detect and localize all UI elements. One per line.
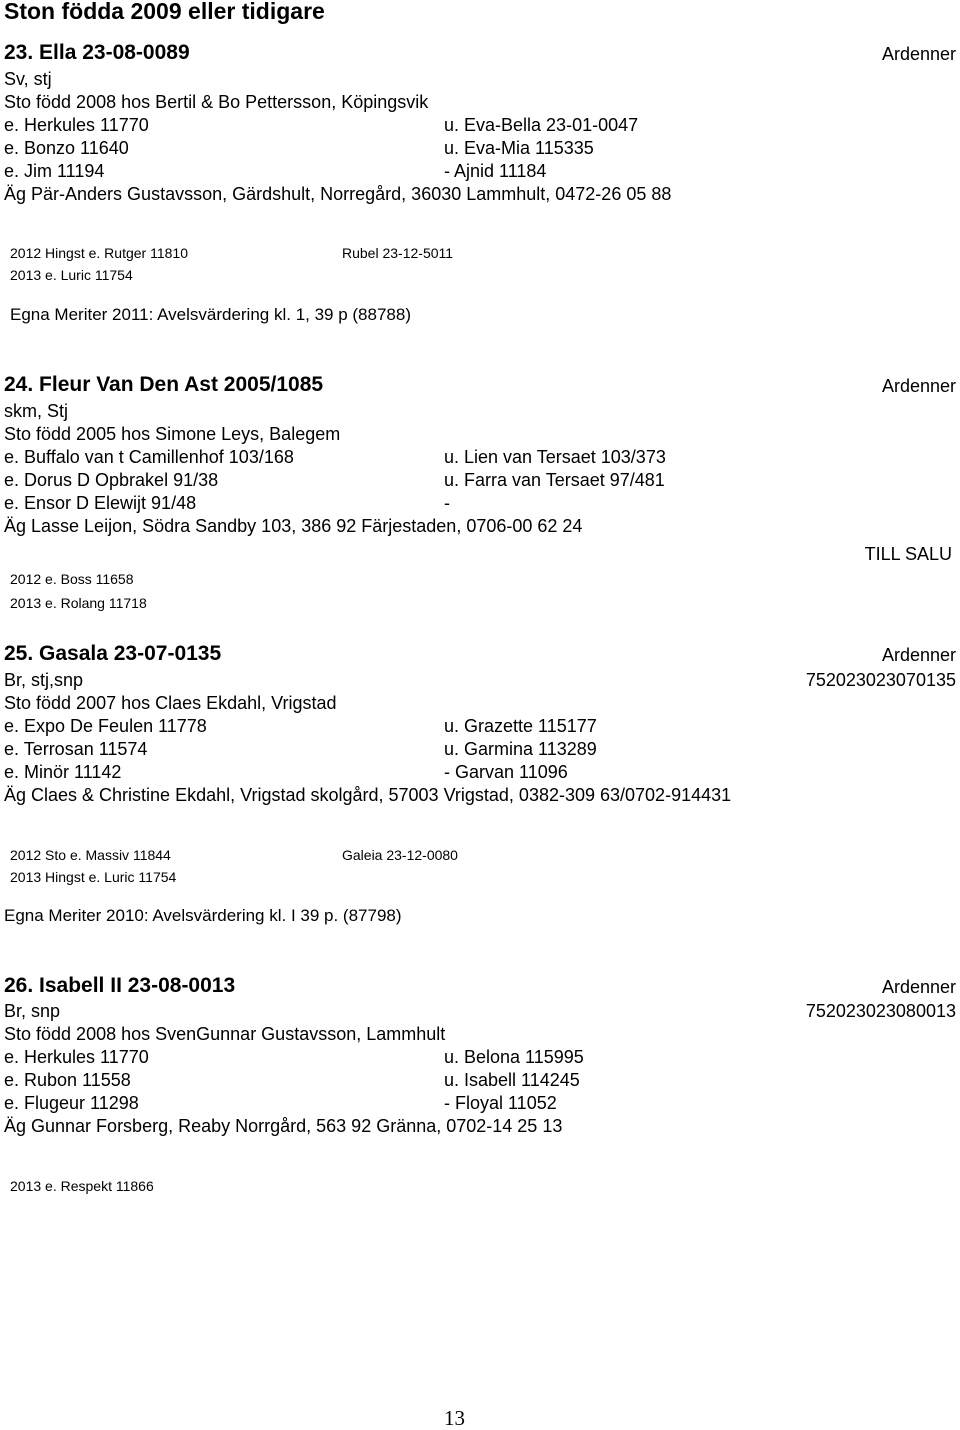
sire-line: e. Expo De Feulen 11778 [4,716,207,736]
sire-line: e. Bonzo 11640 [4,138,129,158]
dam-line: u. Lien van Tersaet 103/373 [444,447,666,467]
color: Br, snp [4,1001,61,1021]
offspring-line: 2013 e. Luric 11754 [10,267,133,283]
id-number: 752023023070135 [805,670,956,690]
for-sale-note: TILL SALU [864,544,952,564]
dam-line: - Ajnid 11184 [444,161,547,181]
sire-line: e. Dorus D Opbrakel 91/38 [4,470,219,490]
dam-line: u. Eva-Bella 23-01-0047 [444,115,639,135]
born-info: Sto född 2005 hos Simone Leys, Balegem [4,424,341,444]
color: skm, Stj [4,401,69,421]
entry-title: 24. Fleur Van Den Ast 2005/1085 [4,373,324,396]
born-info: Sto född 2008 hos SvenGunnar Gustavsson, Lammhult [4,1024,446,1044]
color: Sv, stj [4,69,52,89]
dam-line: u. Eva-Mia 115335 [444,138,594,158]
dam-line: u. Garmina 113289 [444,739,597,759]
breed: Ardenner [881,44,956,64]
offspring-name: Rubel 23-12-5011 [342,245,454,261]
offspring-line: 2012 Hingst e. Rutger 11810 [10,245,188,261]
sire-line: e. Herkules 11770 [4,115,149,135]
offspring-name: Galeia 23-12-0080 [342,847,458,863]
page-header: Ston födda 2009 eller tidigare [4,0,325,24]
color: Br, stj,snp [4,670,84,690]
dam-line: - Garvan 11096 [444,762,568,782]
dam-line: u. Farra van Tersaet 97/481 [444,470,665,490]
sire-line: e. Flugeur 11298 [4,1093,139,1113]
sire-line: e. Minör 11142 [4,762,122,782]
owner: Äg Lasse Leijon, Södra Sandby 103, 386 92 Färjestaden, 0706-00 62 24 [4,516,583,536]
breed: Ardenner [881,977,956,997]
offspring-line: 2013 e. Rolang 11718 [10,595,147,611]
offspring-line: 2012 Sto e. Massiv 11844 [10,847,171,863]
offspring-line: 2012 e. Boss 11658 [10,571,134,587]
dam-line: u. Grazette 115177 [444,716,597,736]
merit: Egna Meriter 2011: Avelsvärdering kl. 1, 39 p (88788) [10,305,411,324]
breed: Ardenner [881,376,956,396]
sire-line: e. Terrosan 11574 [4,739,148,759]
owner: Äg Claes & Christine Ekdahl, Vrigstad skolgård, 57003 Vrigstad, 0382-309 63/0702-914431 [4,785,732,805]
breed: Ardenner [881,645,956,665]
id-number: 752023023080013 [805,1001,956,1021]
entry-title: 23. Ella 23-08-0089 [4,41,190,64]
entry-title: 26. Isabell II 23-08-0013 [4,974,236,997]
owner: Äg Gunnar Forsberg, Reaby Norrgård, 563 92 Gränna, 0702-14 25 13 [4,1116,563,1136]
offspring-line: 2013 Hingst e. Luric 11754 [10,869,177,885]
sire-line: e. Jim 11194 [4,161,105,181]
sire-line: e. Herkules 11770 [4,1047,149,1067]
sire-line: e. Rubon 11558 [4,1070,131,1090]
merit: Egna Meriter 2010: Avelsvärdering kl. I 39 p. (87798) [4,906,402,925]
sire-line: e. Ensor D Elewijt 91/48 [4,493,197,513]
dam-line: - Floyal 11052 [444,1093,557,1113]
entry-title: 25. Gasala 23-07-0135 [4,642,222,665]
dam-line: u. Belona 115995 [444,1047,584,1067]
born-info: Sto född 2007 hos Claes Ekdahl, Vrigstad [4,693,337,713]
owner: Äg Pär-Anders Gustavsson, Gärdshult, Norregård, 36030 Lammhult, 0472-26 05 88 [4,184,672,204]
born-info: Sto född 2008 hos Bertil & Bo Pettersson, Köpingsvik [4,92,429,112]
page-number: 13 [444,1406,465,1430]
offspring-line: 2013 e. Respekt 11866 [10,1178,154,1194]
dam-line: - [444,493,450,513]
dam-line: u. Isabell 114245 [444,1070,580,1090]
sire-line: e. Buffalo van t Camillenhof 103/168 [4,447,294,467]
